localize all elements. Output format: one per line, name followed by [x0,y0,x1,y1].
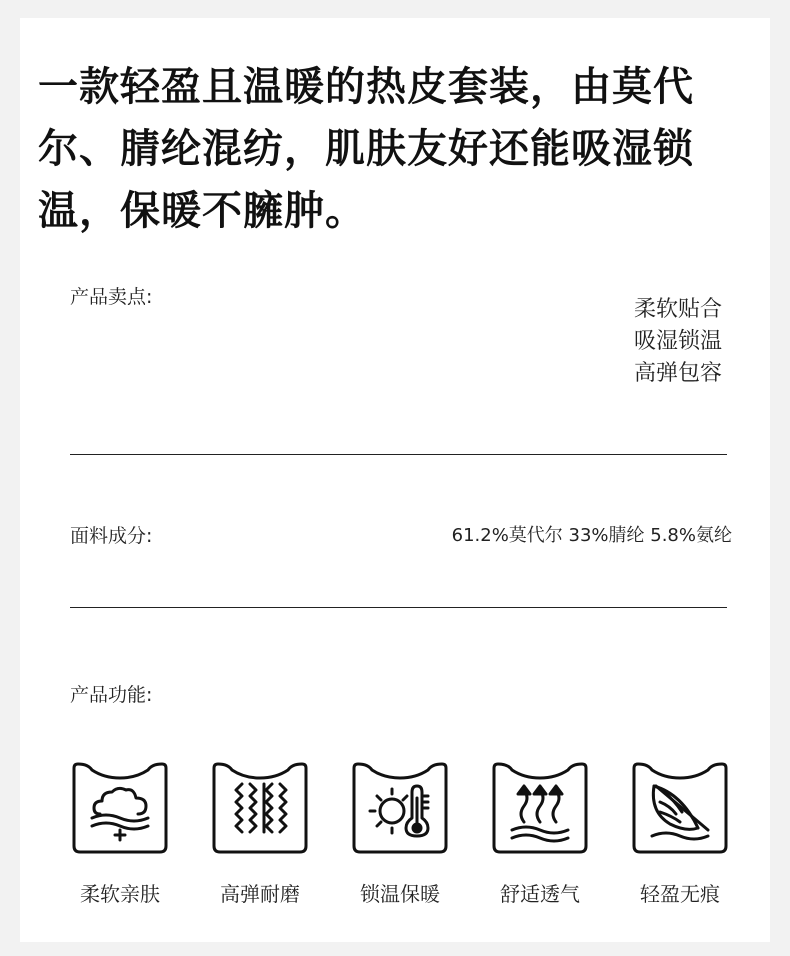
feature-label: 舒适透气 [500,882,580,906]
page [20,18,770,942]
sun-thermometer-icon [350,756,450,856]
selling-point-item: 柔软贴合 [633,297,722,322]
selling-point-item: 吸湿锁温 [633,329,722,354]
feather-icon [630,756,730,856]
breathable-arrows-icon [490,756,590,856]
fabric-label: 面料成分: [70,525,153,547]
cloud-icon [70,756,170,856]
divider [70,454,727,455]
feature-label: 高弹耐磨 [220,882,300,906]
fabric-value: 61.2%莫代尔 33%腈纶 5.8%氨纶 [451,525,732,546]
feature-item [65,756,175,907]
divider [70,607,727,608]
wave-stretch-icon [210,756,310,856]
feature-item [625,756,735,907]
feature-label: 轻盈无痕 [640,882,720,906]
feature-item [205,756,315,907]
feature-label: 锁温保暖 [360,882,440,906]
feature-list [20,756,770,916]
selling-point-item: 高弹包容 [633,361,722,386]
selling-points-list [634,294,722,390]
selling-points-label: 产品卖点: [70,286,153,308]
feature-label: 柔软亲肤 [80,882,160,906]
headline: 一款轻盈且温暖的热皮套装，由莫代尔、腈纶混纺，肌肤友好还能吸湿锁温，保暖不臃肿。 [38,64,694,234]
functions-label: 产品功能: [70,684,153,706]
feature-item [345,756,455,907]
feature-item [485,756,595,907]
